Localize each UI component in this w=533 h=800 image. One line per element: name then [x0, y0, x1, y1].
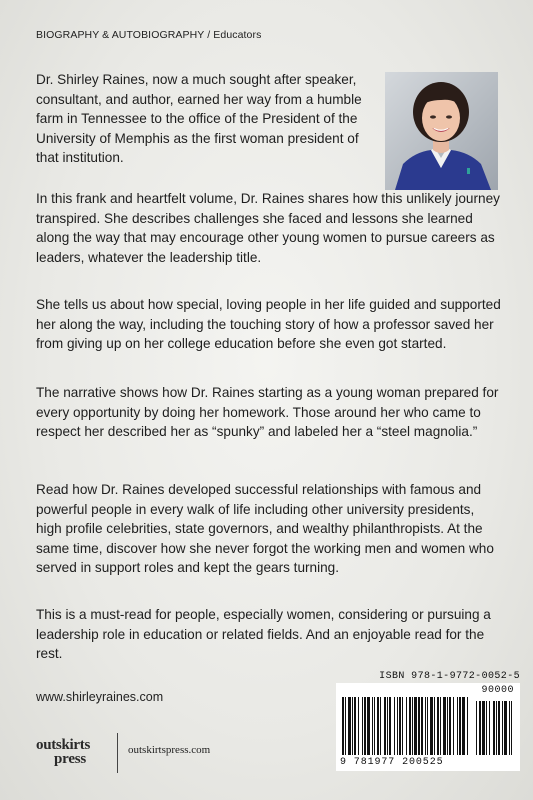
isbn-barcode [336, 683, 520, 771]
isbn-label: ISBN 978-1-9772-0052-5 [379, 671, 520, 682]
barcode-digits: 9 781977 200525 [340, 757, 444, 768]
paragraph-2: In this frank and heartfelt volume, Dr. Raines shares how this unlikely journey transpired. She describes challenges she faced and lessons she learned along the way that may encourage other young women to pursue careers as leaders, whatever the leadership title. [36, 191, 500, 265]
paragraph-4: The narrative shows how Dr. Raines starting as a young woman prepared for every opportunity by doing her homework. Those around her who came to respect her described her as “spunky” and labeled her a “steel magnolia.” [36, 385, 499, 439]
paragraph-6: This is a must-read for people, especially women, considering or pursuing a leadership role in education or related fields. And an enjoyable read for the rest. [36, 607, 491, 661]
isbn-block [336, 671, 520, 771]
barcode-icon [342, 697, 514, 755]
publisher-logo-word-2: press [54, 751, 87, 767]
paragraph-5: Read how Dr. Raines developed successful relationships with famous and powerful people in every walk of life including other university presidents, high profile celebrities, state governors, and wealthy philanthropists. At the same time, discover how she never forgot the working men and women who served in support roles and kept the gears turning. [36, 482, 494, 575]
publisher-logo [36, 737, 118, 771]
author-portrait-icon [385, 72, 498, 190]
author-website[interactable]: www.shirleyraines.com [36, 690, 164, 704]
publisher-logo-word-1: outskirts [36, 737, 90, 753]
paragraph-3: She tells us about how special, loving people in her life guided and supported her along the way, including the touching story of how a professor saved her from giving up on her college education before she even got started. [36, 297, 501, 351]
author-portrait-photo [385, 72, 498, 190]
publisher-website[interactable]: outskirtspress.com [128, 744, 211, 756]
category-label: BIOGRAPHY & AUTOBIOGRAPHY / Educators [36, 29, 262, 41]
publisher-divider [117, 733, 118, 773]
paragraph-1: Dr. Shirley Raines, now a much sought after speaker, consultant, and author, earned her way from a humble farm in Tennessee to the office of the President of the University of Memphis as the first woman president of that institution. [36, 72, 362, 165]
barcode-addon-number: 90000 [481, 685, 514, 696]
